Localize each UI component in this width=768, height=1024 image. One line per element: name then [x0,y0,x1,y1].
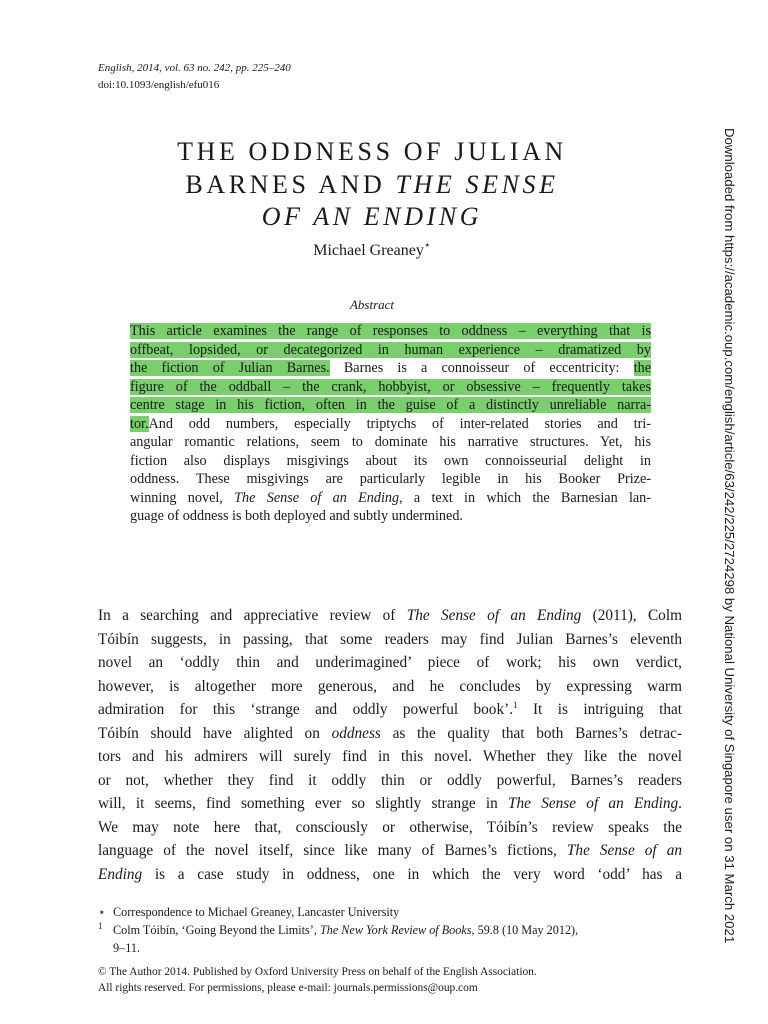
abstract-line: oddness. These misgivings are particularly legible in his Booker Prize- [130,471,651,487]
body-line: will, it seems, find something ever so slightly strange in The Sense of an Ending. [98,795,682,812]
body-line: or not, whether they find it oddly thin or oddly powerful, Barnes’s readers [98,771,682,789]
highlight: tor. [130,415,149,432]
title-line-1: THE ODDNESS OF JULIAN [177,137,567,166]
body-line: however, is altogether more generous, and he concludes by expressing warm [98,677,682,695]
highlight: the [633,360,652,376]
highlight: the fiction of Julian Barnes. [130,360,330,376]
body-line: novel an ‘oddly thin and underimagined’ piece of work; his own verdict, [98,654,682,671]
footnote-1: $^1$ Colm Tóibín, ‘Going Beyond the Limits’, The New York Review of Books, 59.8 (10 May 2012), [98,920,579,937]
abstract-line [130,397,651,414]
title-line-3: OF AN ENDING [261,202,483,231]
abstract-line: tor.And odd numbers, especially triptychs of inter-related stories and tri- [130,415,651,432]
title-line-2: BARNES AND THE SENSE [185,170,559,199]
abstract-line: fiction also displays misgivings about its own connoisseurial delight in [130,452,651,469]
abstract-line [130,323,651,340]
footnote-ref-1[interactable]: 1 [513,699,518,710]
copyright-line-2: All rights reserved. For permissions, please e-mail: journals.permissions@oup.com [98,982,478,994]
author-note-mark[interactable]: ⋆ [423,239,431,252]
highlight: This article examines the range of responses to oddness – everything that is [130,323,651,339]
body-line: language of the novel itself, since like many of Barnes’s fictions, The Sense of an [98,842,682,859]
author: Michael Greaney⋆ [313,239,431,259]
footnote-1-cont: 9–11. [113,941,140,955]
doi: doi:10.1093/english/efu016 [98,79,220,91]
copyright-line-1: © The Author 2014. Published by Oxford University Press on behalf of the English Association. [98,966,537,978]
body-line: Ending is a case study in oddness, one in which the very word ‘odd’ has a [98,865,682,883]
body-line: We may note here that, consciously or otherwise, Tóibín’s review speaks the [98,818,682,836]
abstract-line: angular romantic relations, seem to dominate his narrative structures. Yet, his [130,434,651,450]
body-line: admiration for this ‘strange and oddly powerful book’.$^1$ It is intriguing that [98,699,683,718]
abstract-line: guage of oddness is both deployed and subtly undermined. [130,508,463,524]
footnote-star: ⋆ Correspondence to Michael Greaney, Lancaster University [98,905,400,919]
journal-citation: English, 2014, vol. 63 no. 242, pp. 225–240 [98,62,291,74]
body-line: In a searching and appreciative review of The Sense of an Ending (2011), Colm [98,607,682,624]
highlight: figure of the oddball – the crank, hobbyist, or obsessive – frequently takes [130,378,651,395]
body-line: tors and his admirers will surely find in this novel. Whether they like the novel [98,748,682,765]
body-line: Tóibín suggests, in passing, that some readers may find Julian Barnes’s eleventh [98,630,682,648]
highlight: offbeat, lopsided, or decategorized in human experience – dramatized by [130,341,651,358]
abstract-line [130,379,651,396]
body-line: Tóibín should have alighted on oddness as the quality that both Barnes’s detrac- [98,724,683,742]
abstract-line: winning novel, The Sense of an Ending, a text in which the Barnesian lan- [130,489,652,506]
highlight: centre stage in his fiction, often in the guise of a distinctly unreliable narra- [130,397,651,413]
abstract-line: the fiction of Julian Barnes. Barnes is a connoisseur of eccentricity: the [130,360,652,376]
download-notice: Downloaded from https://academic.oup.com/english/article/63/242/225/2724298 by National University of Singapore user on 31 March 2021 [722,128,737,944]
abstract-line [130,342,651,359]
abstract-heading: Abstract [349,297,395,312]
